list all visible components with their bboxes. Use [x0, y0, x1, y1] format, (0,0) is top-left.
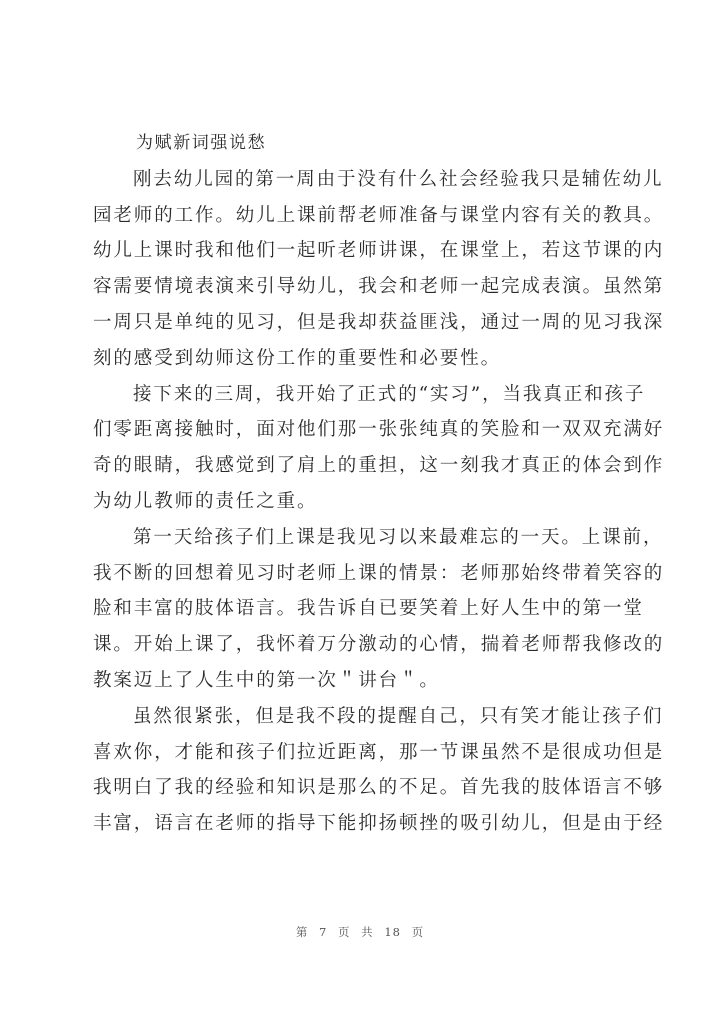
document-title: 为赋新词强说愁 [136, 133, 267, 153]
paragraph-line: 第一天给孩子们上课是我见习以来最难忘的一天。上课前， [133, 526, 664, 548]
paragraph-line: 幼儿上课时我和他们一起听老师讲课，在课堂上，若这节课的内 [93, 240, 665, 262]
paragraph-line: 为幼儿教师的责任之重。 [93, 490, 318, 512]
paragraph-line: 刚去幼儿园的第一周由于没有什么社会经验我只是辅佐幼儿 [133, 168, 664, 190]
paragraph-line: 教案迈上了人生中的第一次＂讲台＂。 [93, 669, 440, 691]
paragraph-line: 丰富，语言在老师的指导下能抑扬顿挫的吸引幼儿，但是由于经 [93, 813, 665, 835]
paragraph-line: 脸和丰富的肢体语言。我告诉自已要笑着上好人生中的第一堂 [93, 598, 644, 620]
paragraph-line: 刻的感受到幼师这份工作的重要性和必要性。 [93, 347, 502, 369]
paragraph-line: 一周只是单纯的见习，但是我却获益匪浅，通过一周的见习我深 [93, 311, 665, 333]
paragraph-line: 我不断的回想着见习时老师上课的情景：老师那始终带着笑容的 [93, 562, 665, 584]
paragraph-line: 接下来的三周，我开始了正式的“实习”，当我真正和孩子 [133, 383, 646, 405]
paragraph-line: 喜欢你，才能和孩子们拉近距离，那一节课虽然不是很成功但是 [93, 741, 665, 763]
paragraph-line: 我明白了我的经验和知识是那么的不足。首先我的肢体语言不够 [93, 777, 665, 799]
page-number-footer: 第 7 页 共 18 页 [295, 925, 425, 939]
paragraph-line: 课。开始上课了，我怀着万分激动的心情，揣着老师帮我修改的 [93, 634, 665, 656]
paragraph-line: 们零距离接触时，面对他们那一张张纯真的笑脸和一双双充满好 [93, 419, 665, 441]
paragraph-line: 园老师的工作。幼儿上课前帮老师准备与课堂内容有关的教具。 [93, 204, 665, 226]
paragraph-line: 奇的眼睛，我感觉到了肩上的重担，这一刻我才真正的体会到作 [93, 455, 665, 477]
paragraph-line: 虽然很紧张，但是我不段的提醒自己，只有笑才能让孩子们 [133, 705, 664, 727]
paragraph-line: 容需要情境表演来引导幼儿，我会和老师一起完成表演。虽然第 [93, 276, 665, 298]
document-body [93, 126, 665, 842]
